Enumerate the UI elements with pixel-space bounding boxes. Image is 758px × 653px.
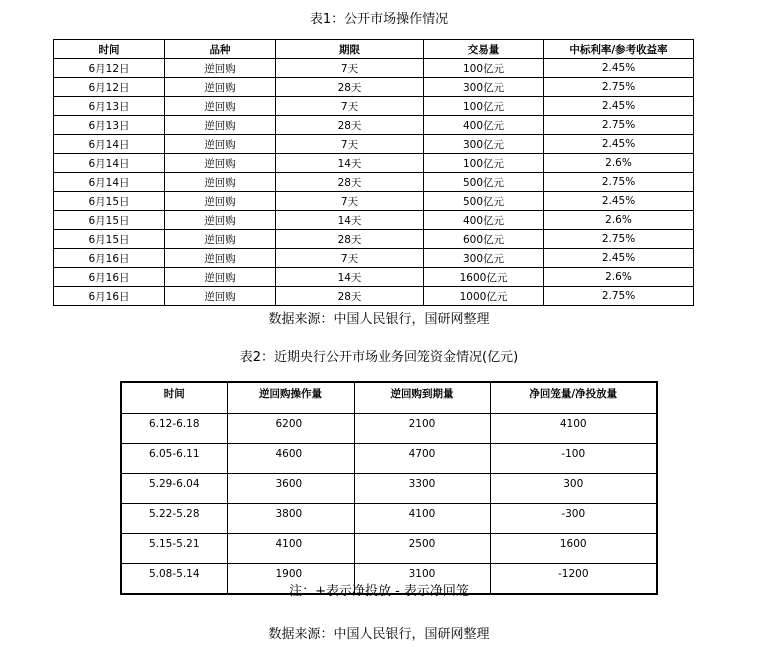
table-row bbox=[121, 474, 657, 504]
table-cell: 1600 bbox=[490, 534, 657, 564]
table-cell: 14天 bbox=[276, 211, 424, 230]
table-cell: 2.75% bbox=[544, 173, 694, 192]
table-cell: 500亿元 bbox=[424, 173, 544, 192]
table-cell: 5.22-5.28 bbox=[121, 504, 227, 534]
table-row bbox=[54, 211, 694, 230]
table-cell: 7天 bbox=[276, 59, 424, 78]
table-cell: 3100 bbox=[354, 564, 490, 595]
header-period: 时间 bbox=[121, 382, 227, 414]
table-cell: 逆回购 bbox=[165, 268, 276, 287]
table-cell: 14天 bbox=[276, 154, 424, 173]
table-cell: 4700 bbox=[354, 444, 490, 474]
table-cell: 300亿元 bbox=[424, 249, 544, 268]
table-cell: 逆回购 bbox=[165, 192, 276, 211]
table-cell: 6月12日 bbox=[54, 78, 165, 97]
table-cell: 500亿元 bbox=[424, 192, 544, 211]
table-cell: 7天 bbox=[276, 192, 424, 211]
table-cell: 逆回购 bbox=[165, 230, 276, 249]
table-cell: 7天 bbox=[276, 249, 424, 268]
table-cell: 6月15日 bbox=[54, 192, 165, 211]
table-cell: 2.45% bbox=[544, 135, 694, 154]
table-row bbox=[121, 534, 657, 564]
header-reverse-repo-volume: 逆回购操作量 bbox=[227, 382, 354, 414]
table2-caption: 表2：近期央行公开市场业务回笼资金情况(亿元) bbox=[239, 350, 519, 365]
table-cell: 28天 bbox=[276, 116, 424, 135]
table-cell: 逆回购 bbox=[165, 154, 276, 173]
table-cell: 4100 bbox=[354, 504, 490, 534]
table-cell: 600亿元 bbox=[424, 230, 544, 249]
table1-caption: 表1：公开市场操作情况 bbox=[309, 12, 449, 27]
table-cell: 6月14日 bbox=[54, 135, 165, 154]
table-row bbox=[54, 192, 694, 211]
table-cell: 6200 bbox=[227, 414, 354, 444]
table-cell: 300亿元 bbox=[424, 78, 544, 97]
table-cell: 28天 bbox=[276, 173, 424, 192]
header-net-flow: 净回笼量/净投放量 bbox=[490, 382, 657, 414]
table2-note: 注：+表示净投放 - 表示净回笼 bbox=[289, 584, 469, 599]
table-cell: 14天 bbox=[276, 268, 424, 287]
table-cell: 1000亿元 bbox=[424, 287, 544, 306]
table-cell: 2500 bbox=[354, 534, 490, 564]
table-cell: 28天 bbox=[276, 78, 424, 97]
table-cell: 逆回购 bbox=[165, 78, 276, 97]
table-row bbox=[54, 230, 694, 249]
table-row bbox=[121, 414, 657, 444]
table-cell: 6.05-6.11 bbox=[121, 444, 227, 474]
table-cell: 6.12-6.18 bbox=[121, 414, 227, 444]
table-cell: 2.45% bbox=[544, 192, 694, 211]
table-cell: 2.75% bbox=[544, 78, 694, 97]
table-cell: 逆回购 bbox=[165, 211, 276, 230]
table-cell: 逆回购 bbox=[165, 173, 276, 192]
table-cell: 6月16日 bbox=[54, 287, 165, 306]
header-volume: 交易量 bbox=[424, 40, 544, 59]
table-cell: 6月15日 bbox=[54, 211, 165, 230]
table-cell: 3300 bbox=[354, 474, 490, 504]
table-cell: 100亿元 bbox=[424, 154, 544, 173]
table-cell: 3600 bbox=[227, 474, 354, 504]
table-cell: 2.6% bbox=[544, 154, 694, 173]
table-row bbox=[54, 78, 694, 97]
table-cell: 5.29-6.04 bbox=[121, 474, 227, 504]
table-cell: 2100 bbox=[354, 414, 490, 444]
table-cell: 逆回购 bbox=[165, 116, 276, 135]
table-cell: 6月13日 bbox=[54, 116, 165, 135]
table-cell: 1900 bbox=[227, 564, 354, 595]
table-cell: 4100 bbox=[490, 414, 657, 444]
table-cell: 2.45% bbox=[544, 249, 694, 268]
table-row bbox=[54, 268, 694, 287]
header-term: 期限 bbox=[276, 40, 424, 59]
table-cell: 2.45% bbox=[544, 59, 694, 78]
table1-source: 数据来源：中国人民银行，国研网整理 bbox=[268, 312, 490, 327]
table-cell: 100亿元 bbox=[424, 59, 544, 78]
table-row bbox=[54, 287, 694, 306]
table-cell: 28天 bbox=[276, 230, 424, 249]
table-cell: 3800 bbox=[227, 504, 354, 534]
table-row bbox=[54, 116, 694, 135]
table-cell: 逆回购 bbox=[165, 135, 276, 154]
operations-table bbox=[53, 39, 694, 306]
table2-source: 数据来源：中国人民银行，国研网整理 bbox=[268, 627, 490, 642]
table-cell: -100 bbox=[490, 444, 657, 474]
header-rate: 中标利率/参考收益率 bbox=[544, 40, 694, 59]
table-cell: 2.75% bbox=[544, 116, 694, 135]
table-header-row bbox=[121, 382, 657, 414]
header-type: 品种 bbox=[165, 40, 276, 59]
table-cell: 5.15-5.21 bbox=[121, 534, 227, 564]
table-cell: 400亿元 bbox=[424, 211, 544, 230]
table-cell: 6月16日 bbox=[54, 268, 165, 287]
table-cell: 逆回购 bbox=[165, 97, 276, 116]
table-header-row bbox=[54, 40, 694, 59]
table-row bbox=[54, 97, 694, 116]
table-cell: 2.75% bbox=[544, 287, 694, 306]
table-cell: 4600 bbox=[227, 444, 354, 474]
table-cell: 2.6% bbox=[544, 268, 694, 287]
table-cell: 6月16日 bbox=[54, 249, 165, 268]
table-row bbox=[121, 504, 657, 534]
liquidity-table bbox=[120, 381, 658, 595]
table-cell: 逆回购 bbox=[165, 59, 276, 78]
table-row bbox=[54, 249, 694, 268]
table-cell: 28天 bbox=[276, 287, 424, 306]
table-row bbox=[54, 154, 694, 173]
table-cell: 逆回购 bbox=[165, 287, 276, 306]
table-cell: 7天 bbox=[276, 135, 424, 154]
header-date: 时间 bbox=[54, 40, 165, 59]
table-cell: 6月12日 bbox=[54, 59, 165, 78]
header-reverse-repo-maturity: 逆回购到期量 bbox=[354, 382, 490, 414]
table-row bbox=[54, 59, 694, 78]
table-row bbox=[121, 444, 657, 474]
table-cell: 6月15日 bbox=[54, 230, 165, 249]
table-cell: 400亿元 bbox=[424, 116, 544, 135]
table-cell: 1600亿元 bbox=[424, 268, 544, 287]
table-row bbox=[54, 135, 694, 154]
table-row bbox=[54, 173, 694, 192]
table-cell: 300亿元 bbox=[424, 135, 544, 154]
table-cell: -1200 bbox=[490, 564, 657, 595]
table-cell: 4100 bbox=[227, 534, 354, 564]
table-cell: 300 bbox=[490, 474, 657, 504]
table-cell: 2.6% bbox=[544, 211, 694, 230]
table-cell: 6月14日 bbox=[54, 154, 165, 173]
table-cell: 2.75% bbox=[544, 230, 694, 249]
table-cell: 逆回购 bbox=[165, 249, 276, 268]
table-cell: 2.45% bbox=[544, 97, 694, 116]
table-cell: 5.08-5.14 bbox=[121, 564, 227, 595]
table-cell: -300 bbox=[490, 504, 657, 534]
table-cell: 6月13日 bbox=[54, 97, 165, 116]
table-cell: 6月14日 bbox=[54, 173, 165, 192]
table-cell: 100亿元 bbox=[424, 97, 544, 116]
table-cell: 7天 bbox=[276, 97, 424, 116]
